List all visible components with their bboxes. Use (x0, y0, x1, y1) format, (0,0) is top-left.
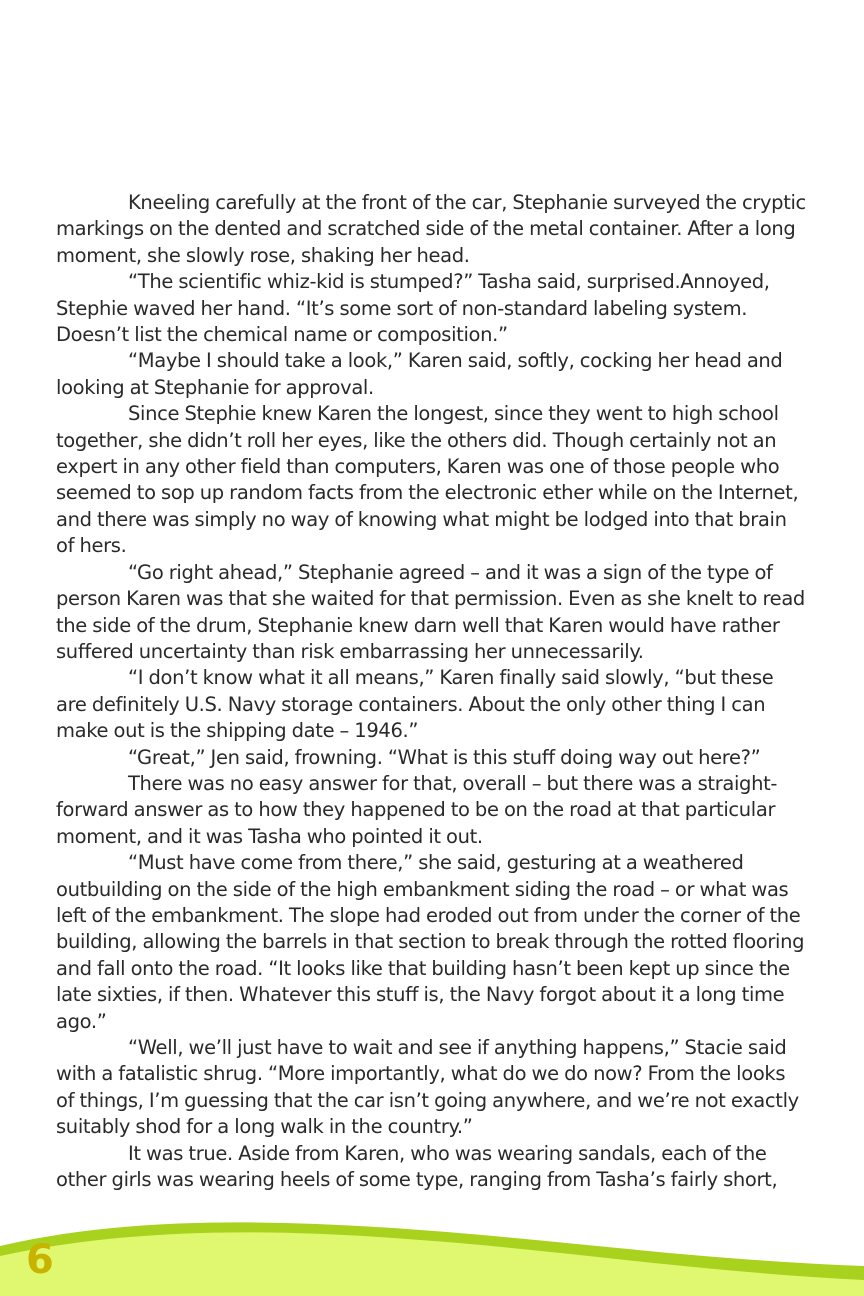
paragraph-4: Since Stephie knew Karen the longest, since they went to high school together, she didn’t roll her eyes, like the others did. Though certainly not an expert in any other field than computers, Karen was one of those people who seemed to sop up random facts from the electronic ether while on the Internet, and there was simply no way of knowing what might be lodged into that brain of hers. (56, 402, 799, 558)
paragraph-11: It was true. Aside from Karen, who was wearing sandals, each of the other girls was wearing heels of some type, ranging from Tasha’s fairly short, (56, 1141, 778, 1192)
body-text (56, 190, 808, 1193)
paragraph-2: “The scientific whiz-kid is stumped?” Tasha said, surprised.Annoyed, Stephie waved her hand. “It’s some sort of non-standard labeling system. Doesn’t list the chemical name or composition.” (56, 270, 770, 347)
paragraph-9: “Must have come from there,” she said, gesturing at a weathered outbuilding on the side of the high embankment siding the road – or what was left of the embankment. The slope had eroded out from under the corner of the building, allowing the barrels in that section to break through the rotted flooring and fall onto the road. “It looks like that building hasn’t been kept up since the late sixties, if then. Whatever this stuff is, the Navy forgot about it a long time ago.” (56, 851, 805, 1033)
paragraph-3: “Maybe I should take a look,” Karen said, softly, cocking her head and looking at Stephanie for approval. (56, 349, 783, 399)
paragraph-1: Kneeling carefully at the front of the car, Stephanie surveyed the cryptic markings on the dented and scratched side of the metal container. After a long moment, she slowly rose, shaking her head. (56, 191, 806, 267)
footer-wave-decoration (0, 1216, 864, 1296)
paragraph-6: “I don’t know what it all means,” Karen finally said slowly, “but these are definitely U.S. Navy storage containers. About the only other thing I can make out is the shipping date – 1946.” (56, 666, 774, 743)
paragraph-10: “Well, we’ll just have to wait and see if anything happens,” Stacie said with a fatalistic shrug. “More importantly, what do we do now? From the looks of things, I’m guessing that the car isn’t going anywhere, and we’re not exactly suitably shod for a long walk in the country.” (56, 1036, 799, 1139)
paragraph-5: “Go right ahead,” Stephanie agreed – and it was a sign of the type of person Karen was that she waited for that permission. Even as she knelt to read the side of the drum, Stephanie knew darn well that Karen would have rather suffered uncertainty than risk embarrassing her unnecessarily. (56, 560, 805, 663)
paragraph-8: There was no easy answer for that, overall – but there was a straight-forward answer as to how they happened to be on the road at that particular moment, and it was Tasha who pointed it out. (56, 771, 778, 848)
paragraph-7: “Great,” Jen said, frowning. “What is this stuff doing way out here?” (128, 745, 761, 769)
page-number: 6 (26, 1237, 54, 1283)
